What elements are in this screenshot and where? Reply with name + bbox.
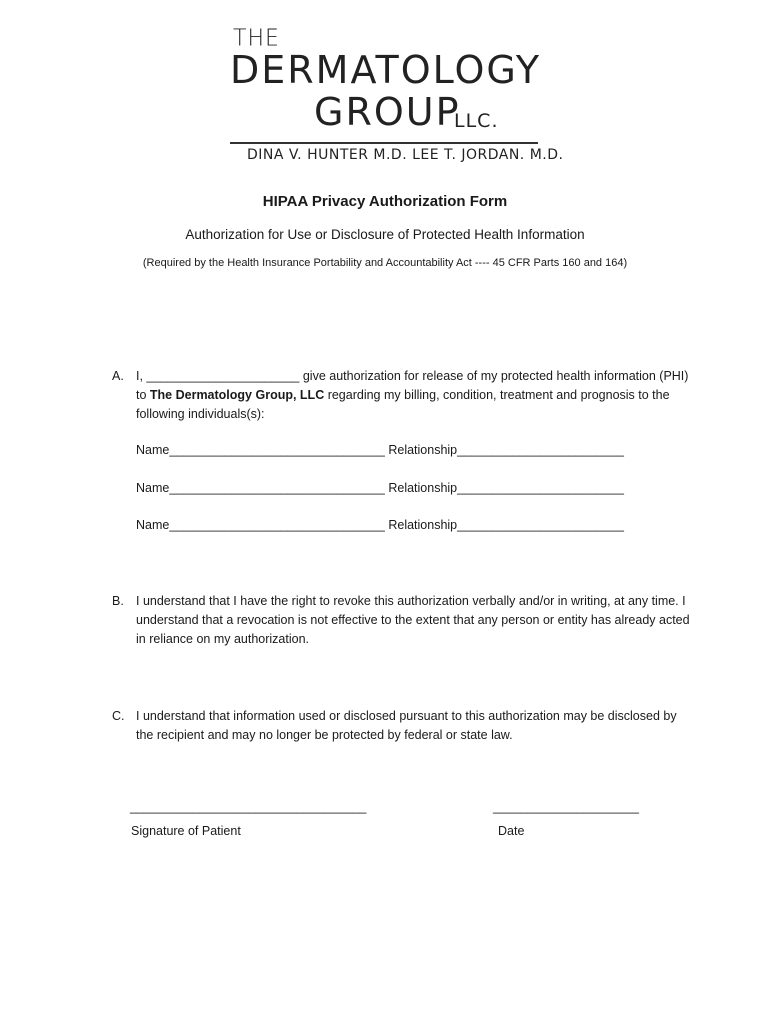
individual-row[interactable] (136, 518, 624, 532)
date-field[interactable]: _____________________ (493, 800, 639, 814)
logo-line1: DERMATOLOGY (230, 48, 542, 92)
signature-label: Signature of Patient (131, 824, 241, 838)
section-a-text-after: regarding my billing, condition, treatment and prognosis to the following individuals(s): (136, 388, 670, 421)
logo-doctors: DINA V. HUNTER M.D. LEE T. JORDAN. M.D. (247, 147, 564, 163)
logo-suffix: LLC. (454, 110, 499, 132)
individual-name-field[interactable]: Name_______________________________ (136, 481, 385, 495)
section-b-text: I understand that I have the right to revoke this authorization verbally and/or in writing, at any time. I understand that a revocation is not effective to the extent that any person or entity has already acted in reliance on my authorization. (136, 594, 690, 646)
section-a (112, 367, 692, 424)
individual-relationship-field[interactable]: Relationship________________________ (388, 443, 624, 457)
individual-row[interactable] (136, 481, 624, 495)
section-a-text (136, 367, 692, 424)
section-c-text: I understand that information used or disclosed pursuant to this authorization may be disclosed by the recipient and may no longer be protected by federal or state law. (136, 709, 677, 742)
individual-row[interactable] (136, 443, 624, 457)
practice-logo (230, 25, 564, 166)
date-label: Date (498, 824, 525, 838)
individual-relationship-field[interactable]: Relationship________________________ (388, 481, 624, 495)
section-a-text-before: I, ______________________ give authorization for release of my protected health information (PHI) to (136, 369, 689, 402)
section-c (112, 707, 692, 745)
individual-name-field[interactable]: Name_______________________________ (136, 518, 385, 532)
individual-relationship-field[interactable]: Relationship________________________ (388, 518, 624, 532)
logo-the: THE (233, 25, 280, 52)
section-c-letter: C. (112, 709, 125, 723)
form-subtitle: Authorization for Use or Disclosure of Protected Health Information (185, 227, 585, 242)
form-legal-note: (Required by the Health Insurance Portability and Accountability Act ---- 45 CFR Parts 160 and 164) (142, 257, 628, 269)
logo-divider (230, 142, 538, 144)
individual-name-field[interactable]: Name_______________________________ (136, 443, 385, 457)
section-a-letter: A. (112, 369, 124, 383)
section-a-org: The Dermatology Group, LLC (149, 388, 325, 402)
form-title: HIPAA Privacy Authorization Form (262, 193, 508, 210)
section-b (112, 592, 692, 649)
logo-line2: GROUP (314, 90, 461, 134)
section-b-letter: B. (112, 594, 124, 608)
signature-field[interactable]: __________________________________ (130, 800, 367, 814)
